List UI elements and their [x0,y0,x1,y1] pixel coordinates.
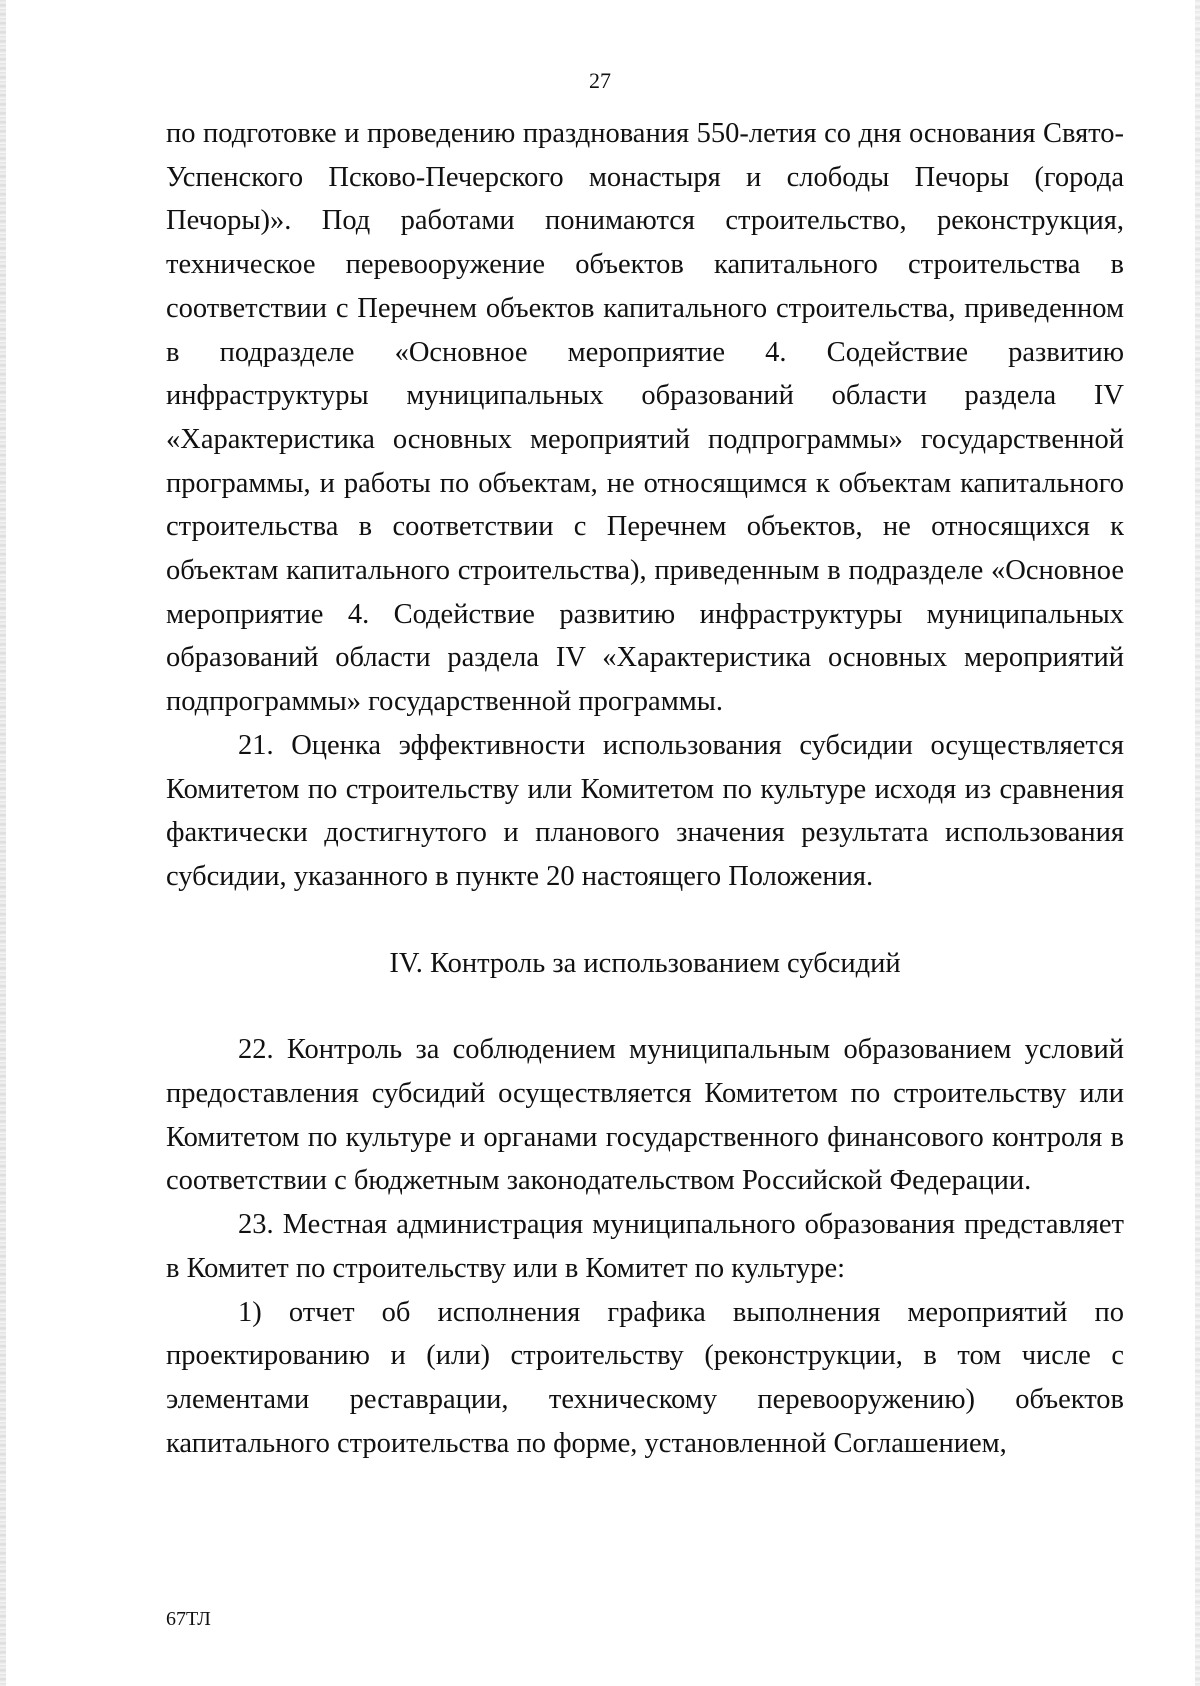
paragraph-21: 21. Оценка эффективности использования субсидии осуществляется Комитетом по строительству или Комитетом по культуре исходя из сравнения фактически достигнутого и планового значения результата использования субсидии, указанного в пункте 20 настоящего Положения. [166,729,1124,892]
scan-edge-left [0,0,6,1686]
page-number: 27 [589,68,611,93]
document-body [166,112,1124,1465]
scan-edge-right [1195,0,1200,1686]
footer-code: 67ТЛ [166,1608,211,1630]
paragraph-23: 23. Местная администрация муниципального образования представляет в Комитет по строительству или в Комитет по культуре: [166,1209,1124,1284]
paragraph-continuation: по подготовке и проведению празднования 550-летия со дня основания Свято-Успенского Псково-Печерского монастыря и слободы Печоры (города Печоры)». Под работами понимаются строительство, реконструкция, техническое перевооружение объектов капитального строительства в соответствии с Перечнем объектов капитального строительства, приведенном в подразделе «Основное мероприятие 4. Содействие развитию инфраструктуры муниципальных образований области раздела IV «Характеристика основных мероприятий подпрограммы» государственной программы, и работы по объектам, не относящимся к объектам капитального строительства в соответствии с Перечнем объектов, не относящихся к объектам капитального строительства), приведенным в подразделе «Основное мероприятие 4. Содействие развитию инфраструктуры муниципальных образований области раздела IV «Характеристика основных мероприятий подпрограммы» государственной программы. [166,118,1124,718]
paragraph-22: 22. Контроль за соблюдением муниципальным образованием условий предоставления субсидий осуществляется Комитетом по строительству или Комитетом по культуре и органами государственного финансового контроля в соответствии с бюджетным законодательством Российской Федерации. [166,1034,1124,1197]
paragraph-23-item-1: 1) отчет об исполнения графика выполнения мероприятий по проектированию и (или) строительству (реконструкции, в том числе с элементами реставрации, техническому перевооружению) объектов капитального строительства по форме, установленной Соглашением, [166,1296,1124,1459]
section-heading: IV. Контроль за использованием субсидий [389,947,901,979]
